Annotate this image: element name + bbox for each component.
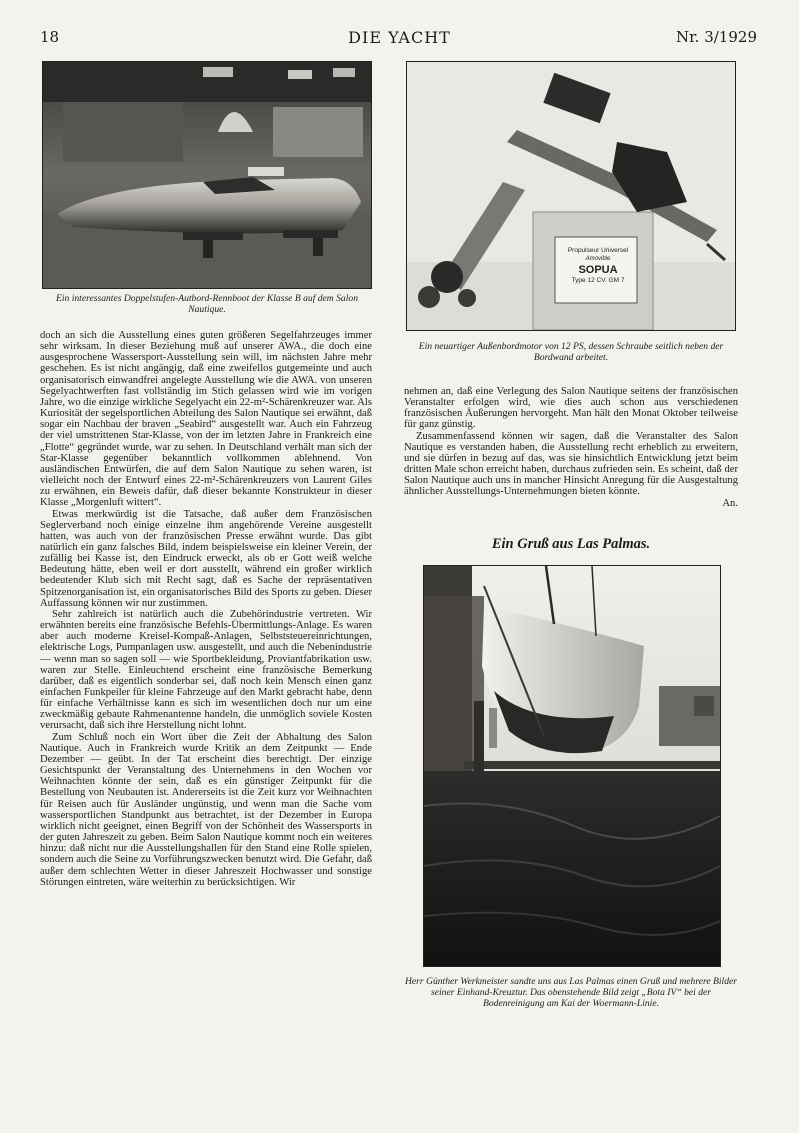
racing-boat-caption: Ein interessantes Doppelstufen-Autbord-Rennboot der Klasse B auf dem Salon Nautique. bbox=[56, 293, 358, 315]
sign-line-3: SOPUA bbox=[578, 264, 618, 276]
sign-line-2: Amovible bbox=[585, 256, 611, 262]
las-palmas-caption: Herr Günther Werkmeister sandte uns aus Las Palmas einen Gruß und mehrere Bilder seiner Einhand-Kreuztur. Das obenstehende Bild zeigt „Bota IV“ bei der Bodenreinigung am Kai der Woermann-Linie. bbox=[404, 976, 738, 1009]
article-paragraph: Zum Schluß noch ein Wort über die Zeit der Abhaltung des Salon Nautique. Auch in Frankreich wurde Kritik an dem Zeitpunkt — Ende Dezember — geübt. In der Tat erscheint dies berechtigt. Der einzige Gesichtspunkt der Veranstaltung des Unternehmens in den Wochen vor Weihnachten könnte der sein, daß es ein günstiger Zeitpunkt für die Bestellung von Neubauten ist. Andererseits ist die Zeit kurz vor Weihnachten für Reisen auch für Ausländer ungünstig, und wenn man die Sache vom wassersportlichen Standpunkt aus betrachtet, ist der Dezember in Europa wirklich nicht geeignet, einen Begriff von der Schönheit des Wassersports in der guten Jahreszeit zu geben. Beim Salon Nautique kommt noch ein weiteres hinzu: daß nicht nur die Ausstellungshallen für den Stand eine Rolle spielen, sondern auch die Seine zu Vorführungszwecken benutzt wird. Die Gefahr, daß außer dem schlechten Wetter in dieser Jahreszeit Hochwasser und sonstige Störungen eintreten, wäre weiterhin zu berücksichtigen. Wir bbox=[40, 731, 372, 888]
outboard-motor-caption: Ein neuartiger Außenbordmotor von 12 PS, dessen Schraube seitlich neben der Bordwand arbeitet. bbox=[418, 341, 724, 363]
motor-sign bbox=[562, 246, 634, 285]
article-paragraph: Sehr zahlreich ist natürlich auch die Zubehörindustrie vertreten. Wir erwähnten bereits eine französische Befehls-Übermittlungs-Anlage. Es waren aber auch moderne Kreisel-Kompaß-Anlagen, Selbststeuereinrichtungen, elektrische Logs, Pumpanlagen usw. ausgestellt, und auch die Nebenindustrie — wenn man so sagen soll — wie Sportbekleidung, Proviantfabrikation usw. waren zur Stelle. Einleuchtend erscheint eine französische Bemerkung darüber, daß es eigentlich sonderbar sei, daß noch kein Mensch einen ganz einfachen Funkpeiler für kleine Fahrzeuge auf den Markt gebracht habe, denn für einfache Verhältnisse kann es sich im wesentlichen doch nur um eine zweckmäßig gebaute Rahmenantenne handeln, die unmöglich soviele Kosten verursacht, daß sich ihre Herstellung nicht lohnt. bbox=[40, 608, 372, 732]
article-paragraph: Zusammenfassend können wir sagen, daß die Veranstalter des Salon Nautique es verstanden haben, die Ausstellung recht erheblich zu erweitern, und sie dürfen in bezug auf das, was sie hinsichtlich Entwicklung jetzt beim dritten Male schon erreicht haben, durchaus zufrieden sein. Es scheint, daß der Salon Nautique auch uns in mancher Hinsicht Anregung für die Ausgestaltung ähnlicher Ausstellungs-Unternehmungen bieten könnte. bbox=[404, 430, 738, 498]
page-number: 18 bbox=[40, 28, 60, 46]
article-right-column bbox=[404, 386, 738, 509]
section-headline: Ein Gruß aus Las Palmas. bbox=[491, 536, 651, 552]
article-paragraph: nehmen an, daß eine Verlegung des Salon Nautique seitens der französischen Veranstalter erfolgen wird, wie dies auch schon aus verschiedenen französischen Äußerungen hervorgeht. Man hält den Monat Oktober teilweise für ganz günstig. bbox=[404, 386, 738, 431]
sign-line-1: Propulseur Universel bbox=[567, 247, 629, 254]
article-paragraph: doch an sich die Ausstellung eines guten größeren Segelfahrzeuges immer sehr wirksam. In dieser Beziehung muß auf unserer AWA., die doch eine ausgesprochene Wassersport-Ausstellung sein will, im nächsten Jahre mehr geschehen. Es ist nicht angängig, daß eine zweifellos gutgemeinte und auch organisatorisch einwandfrei angelegte Ausstellung wie die AWA. von unseren Segelyachtwerften fast vollständig im Stich gelassen wird wie im vorigen Jahre, wo die einzige wirkliche Segelyacht ein 22-m²-Schärenkreuzer war. Als Kuriosität der segelsportlichen Abteilung des Salon Nautique sei erwähnt, daß sogar ein Nachbau der braven „Seabird“ ausgestellt war. Auch ein Fahrzeug der viel umstrittenen Star-Klasse, von der im letzten Jahre in Frankreich eine „Flotte“ gegründet wurde, war zu sehen. In Deutschland verhält man sich der Star-Klasse gegenüber bekanntlich vollkommen ablehnend. Von ausländischen Entwürfen, die auf dem Salon Nautique zu sehen waren, ist vielleicht noch der Entwurf eines 22-m²-Schärenkreuzers von Laurent Giles zu erwähnen, ein Beweis dafür, daß dieser bekannte Konstrukteur in dieser Klasse „Morgenluft wittert“. bbox=[40, 330, 372, 509]
signature-text: An. bbox=[722, 497, 738, 509]
article-paragraph: Etwas merkwürdig ist die Tatsache, daß außer dem Französischen Seglerverband noch einige einzelne ihm angehörende Vereine ausgestellt hatten, was auch von der französischen Presse erwähnt wurde. Das gibt natürlich ein ganz falsches Bild, indem beispielsweise ein kleiner Verein, der zufällig bei Kasse ist, den Eindruck erweckt, als ob er Gott weiß welche Bedeutung hätte, eben weil er dort ausstellt, während ein großer wirklich bedeutender Klub sich mit Recht sagt, daß es Sache der repräsentativen Spitzenorganisation ist, ein organisatorisches Bild des Sports zu geben. Dieser Auffassung können wir nur zustimmen. bbox=[40, 508, 372, 609]
racing-boat-photo bbox=[42, 61, 372, 289]
author-signature bbox=[404, 498, 738, 509]
las-palmas-photo bbox=[423, 565, 721, 967]
outboard-motor-photo bbox=[406, 61, 736, 331]
magazine-title: DIE YACHT bbox=[348, 28, 451, 47]
issue-number: Nr. 3/1929 bbox=[676, 28, 757, 46]
sign-line-4: Type 12 CV. GM 7 bbox=[571, 277, 625, 284]
article-left-column bbox=[40, 330, 372, 888]
